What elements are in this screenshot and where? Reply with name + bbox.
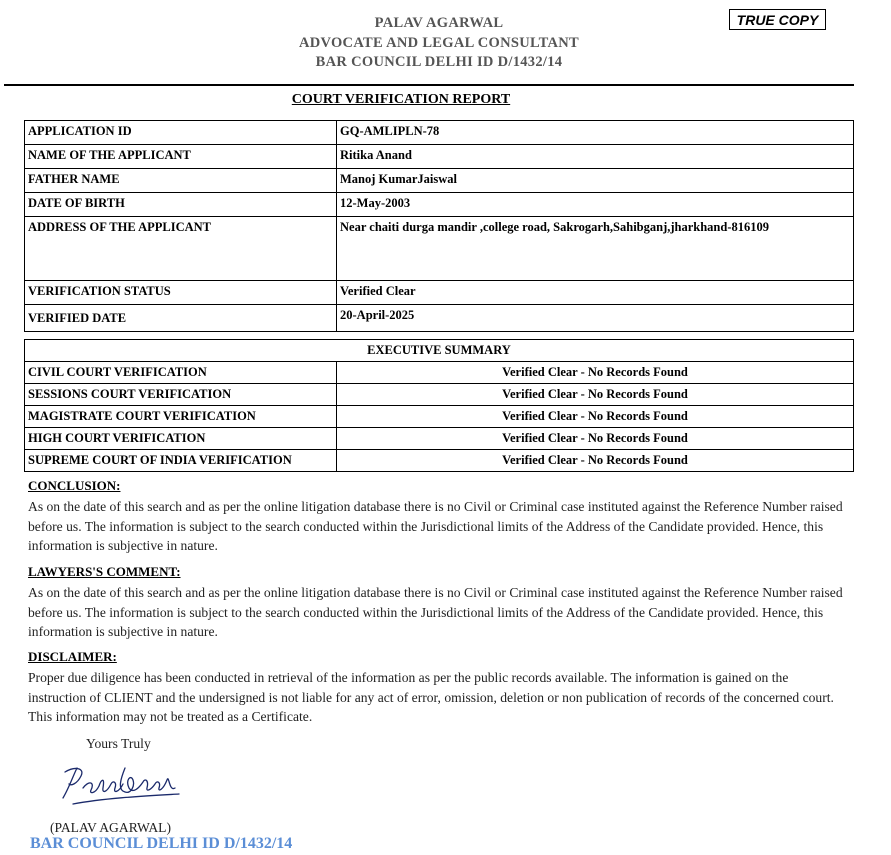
row-label: DATE OF BIRTH <box>25 193 337 217</box>
row-label: SESSIONS COURT VERIFICATION <box>25 384 337 406</box>
conclusion-title: CONCLUSION: <box>28 478 121 493</box>
report-title: COURT VERIFICATION REPORT <box>291 92 511 107</box>
table-row <box>25 145 854 169</box>
row-value: Verified Clear - No Records Found <box>337 450 854 472</box>
yours-truly: Yours Truly <box>86 736 151 751</box>
disclaimer-section <box>28 649 848 727</box>
table-row <box>25 406 854 428</box>
disclaimer-title: DISCLAIMER: <box>28 649 117 664</box>
summary-heading: EXECUTIVE SUMMARY <box>25 340 854 362</box>
signatory-name: (PALAV AGARWAL) <box>50 820 171 835</box>
table-row <box>25 281 854 305</box>
row-label: CIVIL COURT VERIFICATION <box>25 362 337 384</box>
row-value: Verified Clear - No Records Found <box>337 428 854 450</box>
row-label: FATHER NAME <box>25 169 337 193</box>
table-row <box>25 340 854 362</box>
applicant-info-table <box>24 120 854 332</box>
row-label: VERIFIED DATE <box>25 305 337 332</box>
row-label: ADDRESS OF THE APPLICANT <box>25 217 337 281</box>
lawyers-comment-title: LAWYERS'S COMMENT: <box>28 564 181 579</box>
row-value: Verified Clear <box>337 281 854 305</box>
row-label: NAME OF THE APPLICANT <box>25 145 337 169</box>
advocate-name: PALAV AGARWAL <box>374 15 504 31</box>
row-value: Manoj KumarJaiswal <box>337 169 854 193</box>
row-label: MAGISTRATE COURT VERIFICATION <box>25 406 337 428</box>
lawyers-comment-section <box>28 564 848 642</box>
row-value: Ritika Anand <box>337 145 854 169</box>
table-row <box>25 121 854 145</box>
row-value: Verified Clear - No Records Found <box>337 362 854 384</box>
lawyers-comment-text: As on the date of this search and as per the online litigation database there is no Civil or Criminal case instituted against the Reference Number raised before us. The information is subject to the search conducted within the Jurisdictional limits of the Address of the Candidate provided. Hence, this information is subjective in nature. <box>28 585 843 639</box>
table-row <box>25 169 854 193</box>
table-row <box>25 428 854 450</box>
header-divider <box>4 84 854 86</box>
signature-icon <box>55 758 185 813</box>
table-row <box>25 450 854 472</box>
row-value: Verified Clear - No Records Found <box>337 406 854 428</box>
conclusion-text: As on the date of this search and as per the online litigation database there is no Civil or Criminal case instituted against the Reference Number raised before us. The information is subject to the search conducted within the Jurisdictional limits of the Address of the Candidate provided. Hence, this information is subjective in nature. <box>28 499 843 553</box>
conclusion-section <box>28 478 848 556</box>
row-label: SUPREME COURT OF INDIA VERIFICATION <box>25 450 337 472</box>
row-label: VERIFICATION STATUS <box>25 281 337 305</box>
row-value: 12-May-2003 <box>337 193 854 217</box>
signatory-bar-id: BAR COUNCIL DELHI ID D/1432/14 <box>30 835 293 852</box>
row-value: 20-April-2025 <box>337 305 854 332</box>
table-row <box>25 384 854 406</box>
row-value: Verified Clear - No Records Found <box>337 384 854 406</box>
table-row <box>25 217 854 281</box>
table-row <box>25 193 854 217</box>
row-value: GQ-AMLIPLN-78 <box>337 121 854 145</box>
row-label: APPLICATION ID <box>25 121 337 145</box>
bar-council-id: BAR COUNCIL DELHI ID D/1432/14 <box>315 54 563 70</box>
advocate-designation: ADVOCATE AND LEGAL CONSULTANT <box>298 34 580 51</box>
row-label: HIGH COURT VERIFICATION <box>25 428 337 450</box>
table-row <box>25 305 854 332</box>
executive-summary-table <box>24 339 854 472</box>
disclaimer-text: Proper due diligence has been conducted in retrieval of the information as per the public records available. The information is gained on the instruction of CLIENT and the undersigned is not liable for any act of error, omission, deletion or non publication of records of the concerned court. This information may not be treated as a Certificate. <box>28 670 834 724</box>
true-copy-stamp: TRUE COPY <box>729 9 826 30</box>
table-row <box>25 362 854 384</box>
row-value: Near chaiti durga mandir ,college road, Sakrogarh,Sahibganj,jharkhand-816109 <box>337 217 854 281</box>
